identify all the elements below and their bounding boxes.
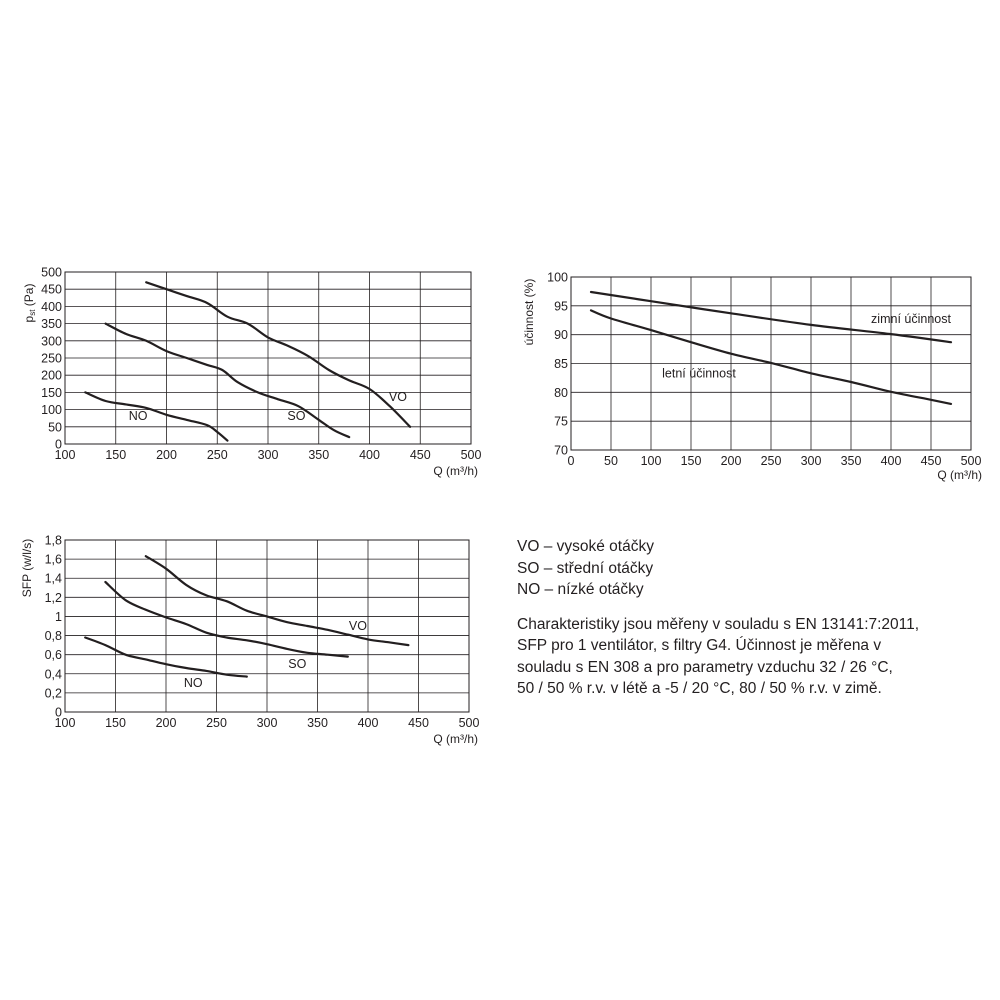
- measurement-notes: [517, 614, 992, 700]
- sfp-ytick-label: 1,8: [44, 533, 62, 548]
- efficiency-xtick-label: 50: [604, 454, 618, 468]
- sfp-annotation: NO: [183, 676, 203, 691]
- sfp-annotation: SO: [288, 657, 307, 672]
- pressure-ytick-label: 500: [41, 265, 62, 280]
- sfp-xtick-label: 400: [357, 716, 379, 730]
- pressure-ytick-label: 400: [41, 299, 62, 314]
- pressure-ytick-label: 300: [41, 334, 62, 349]
- sfp-annotation: VO: [348, 618, 367, 633]
- efficiency-chart: [522, 271, 982, 483]
- efficiency-xtick-label: 500: [960, 454, 982, 468]
- sfp-ytick-label: 1,4: [44, 571, 62, 586]
- pressure-chart: [22, 266, 481, 479]
- sfp-xtick-label: 300: [256, 716, 278, 730]
- pressure-xtick-label: 350: [308, 448, 330, 462]
- pressure-ytick-label: 200: [41, 368, 62, 383]
- pressure-xtick-label: 500: [460, 448, 482, 462]
- sfp-ylabel: SFP (w/l/s): [20, 538, 34, 598]
- pressure-xtick-label: 250: [206, 448, 228, 462]
- sfp-chart-marks: [45, 534, 480, 731]
- sfp-ytick-label: 1,2: [44, 590, 62, 605]
- notes-line-4: 50 / 50 % r.v. v létě a -5 / 20 °C, 80 / 50 % r.v. v zimě.: [517, 680, 882, 697]
- efficiency-xtick-label: 250: [760, 454, 782, 468]
- sfp-xtick-label: 450: [408, 716, 429, 730]
- sfp-ytick-label: 1: [55, 609, 62, 624]
- pressure-annotation: NO: [128, 408, 148, 423]
- sfp-ytick-label: 1,6: [44, 552, 62, 567]
- efficiency-xtick-label: 450: [920, 454, 942, 468]
- pressure-ytick-label: 0: [55, 437, 62, 452]
- pressure-xtick-label: 150: [105, 448, 127, 462]
- sfp-series-so: [105, 582, 347, 657]
- efficiency-ylabel: účinnost (%): [522, 278, 536, 346]
- legend-so: SO – střední otáčky: [517, 559, 654, 577]
- pressure-xtick-label: 100: [54, 448, 76, 462]
- efficiency-annotation: letní účinnost: [662, 366, 736, 381]
- pressure-ytick-label: 150: [41, 385, 62, 400]
- sfp-xtick-label: 350: [307, 716, 328, 730]
- efficiency-xlabel: Q (m³/h): [937, 468, 982, 482]
- sfp-series-vo: [146, 556, 409, 645]
- pressure-xtick-label: 450: [409, 448, 431, 462]
- pressure-xtick-label: 400: [359, 448, 380, 462]
- pressure-series-no: [85, 392, 227, 440]
- sfp-ytick-label: 0,4: [44, 667, 62, 682]
- notes-line-3: souladu s EN 308 a pro parametry vzduchu 32 / 26 °C,: [517, 658, 893, 676]
- pressure-series-vo: [146, 282, 410, 427]
- pressure-ytick-label: 450: [41, 282, 62, 297]
- efficiency-xtick-label: 300: [800, 454, 822, 468]
- efficiency-ytick-label: 80: [554, 385, 568, 400]
- sfp-xtick-label: 100: [54, 716, 76, 730]
- pressure-xtick-label: 300: [257, 448, 279, 462]
- efficiency-chart-marks: [547, 271, 981, 469]
- notes-line-2: SFP pro 1 ventilátor, s filtry G4. Účinnost je měřena v: [517, 637, 882, 654]
- pressure-ytick-label: 350: [41, 317, 62, 332]
- efficiency-ytick-label: 70: [554, 443, 568, 458]
- sfp-xtick-label: 200: [155, 716, 177, 730]
- efficiency-ytick-label: 85: [554, 357, 568, 371]
- sfp-ytick-label: 0,6: [44, 648, 62, 663]
- pressure-annotation: VO: [388, 390, 407, 404]
- pressure-xtick-label: 200: [156, 448, 177, 462]
- efficiency-xtick-label: 0: [567, 454, 575, 468]
- efficiency-ytick-label: 95: [554, 299, 568, 314]
- notes-line-1: Charakteristiky jsou měřeny v souladu s EN 13141:7:2011,: [517, 615, 920, 633]
- pressure-ylabel-unit: (Pa): [22, 283, 36, 310]
- pressure-ytick-label: 250: [41, 351, 62, 366]
- legend-no: NO – nízké otáčky: [517, 581, 644, 598]
- pressure-annotation: SO: [287, 408, 306, 423]
- legend-and-notes: [517, 536, 992, 700]
- efficiency-xtick-label: 350: [840, 454, 862, 468]
- sfp-ytick-label: 0,2: [44, 686, 62, 701]
- sfp-ytick-label: 0,8: [44, 629, 62, 644]
- efficiency-ytick-label: 75: [554, 414, 568, 429]
- sfp-xtick-label: 250: [206, 716, 227, 730]
- pressure-ylabel-main: p: [22, 315, 36, 323]
- efficiency-ytick-label: 100: [547, 270, 568, 285]
- pressure-ylabel: [22, 284, 37, 323]
- efficiency-xtick-label: 400: [880, 454, 902, 468]
- pressure-ytick-label: 50: [48, 420, 62, 435]
- efficiency-ytick-label: 90: [554, 328, 568, 343]
- pressure-ytick-label: 100: [41, 403, 62, 418]
- sfp-xtick-label: 500: [458, 716, 480, 730]
- sfp-xtick-label: 150: [105, 716, 126, 730]
- pressure-chart-marks: [41, 266, 481, 463]
- sfp-ytick-label: 0: [55, 705, 62, 720]
- efficiency-annotation: zimní účinnost: [871, 312, 951, 327]
- legend-vo: VO – vysoké otáčky: [517, 538, 654, 555]
- pressure-xlabel: Q (m³/h): [433, 464, 478, 478]
- sfp-xlabel: Q (m³/h): [433, 732, 478, 746]
- sfp-chart: [20, 534, 479, 747]
- efficiency-xtick-label: 100: [640, 454, 662, 468]
- efficiency-xtick-label: 150: [680, 454, 702, 468]
- efficiency-xtick-label: 200: [720, 454, 742, 468]
- pressure-ylabel-sub: st: [28, 309, 37, 316]
